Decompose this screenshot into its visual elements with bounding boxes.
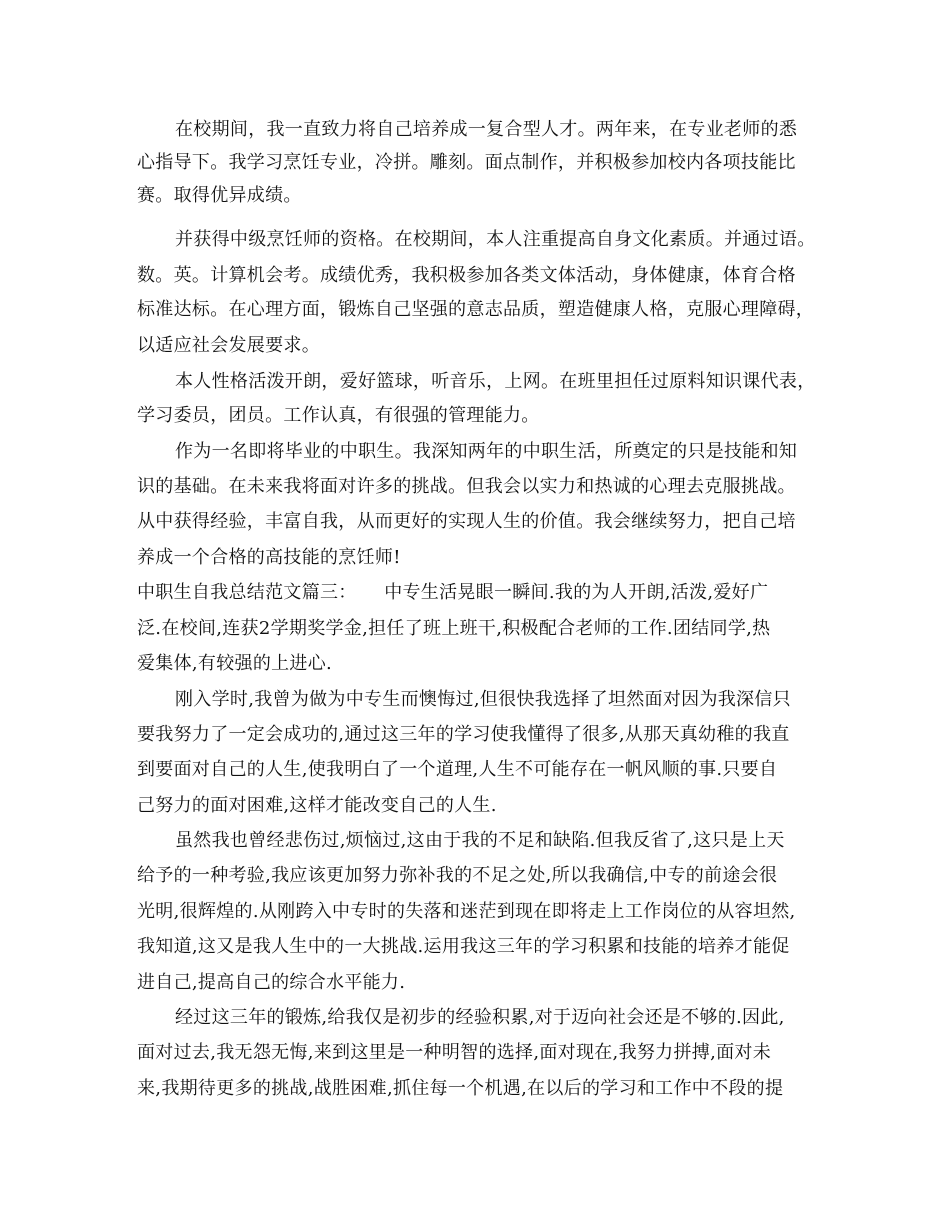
text-line: 虽然我也曾经悲伤过,烦恼过,这由于我的不足和缺陷.但我反省了,这只是上天 [175,830,785,851]
text-line: 并获得中级烹饪师的资格。在校期间，本人注重提高自身文化素质。并通过语。 [175,229,816,250]
text-line: 刚入学时,我曾为做为中专生而懊悔过,但很快我选择了坦然面对因为我深信只 [175,689,791,710]
text-line: 本人性格活泼开朗，爱好篮球，听音乐，上网。在班里担任过原料知识课代表， [175,371,816,392]
text-line: 要我努力了一定会成功的,通过这三年的学习使我懂得了很多,从那天真幼稚的我直 [137,724,790,745]
text-line: 给予的一种考验,我应该更加努力弥补我的不足之处,所以我确信,中专的前途会很 [137,865,778,886]
text-line: 标准达标。在心理方面，锻炼自己坚强的意志品质，塑造健康人格，克服心理障碍， [137,299,815,320]
text-line: 来,我期待更多的挑战,战胜困难,抓住每一个机遇,在以后的学习和工作中不段的提 [137,1078,784,1099]
text-line: 光明,很辉煌的.从刚跨入中专时的失落和迷茫到现在即将走上工作岗位的从容坦然, [137,901,796,922]
text-line: 泛.在校间,连获2学期奖学金,担任了班上班干,积极配合老师的工作.团结同学,热 [137,618,771,639]
text-line: 从中获得经验，丰富自我，从而更好的实现人生的价值。我会继续努力，把自己培 [137,511,796,532]
text-line: 以适应社会发展要求。 [137,335,320,356]
text-line: 识的基础。在未来我将面对许多的挑战。但我会以实力和热诚的心理去克服挑战。 [137,476,796,497]
text-line: 进自己,提高自己的综合水平能力. [137,972,406,993]
text-line: 作为一名即将毕业的中职生。我深知两年的中职生活，所奠定的只是技能和知 [175,441,798,462]
text-line: 在校期间，我一直致力将自己培养成一复合型人才。两年来，在专业老师的悉 [175,119,798,140]
text-line: 己努力的面对困难,这样才能改变自己的人生. [137,795,497,816]
text-line: 心指导下。我学习烹饪专业，冷拼。雕刻。面点制作，并积极参加校内各项技能比 [137,152,796,173]
section-heading-line: 中职生自我总结范文篇三： 中专生活晃眼一瞬间.我的为人开朗,活泼,爱好广 [137,582,769,603]
text-line: 赛。取得优异成绩。 [137,185,302,206]
text-line: 到要面对自己的人生,使我明白了一个道理,人生不可能存在一帆风顺的事.只要自 [137,759,778,780]
text-line: 爱集体,有较强的上进心. [137,653,333,674]
text-line: 养成一个合格的高技能的烹饪师! [137,547,401,568]
text-line: 学习委员，团员。工作认真，有很强的管理能力。 [137,405,540,426]
text-line: 经过这三年的锻炼,给我仅是初步的经验积累,对于迈向社会还是不够的.因此, [175,1007,785,1028]
text-line: 面对过去,我无怨无悔,来到这里是一种明智的选择,面对现在,我努力拼搏,面对未 [137,1042,772,1063]
text-line: 我知道,这又是我人生中的一大挑战.运用我这三年的学习积累和技能的培养才能促 [137,936,790,957]
text-line: 数。英。计算机会考。成绩优秀，我积极参加各类文体活动，身体健康，体育合格 [137,265,796,286]
